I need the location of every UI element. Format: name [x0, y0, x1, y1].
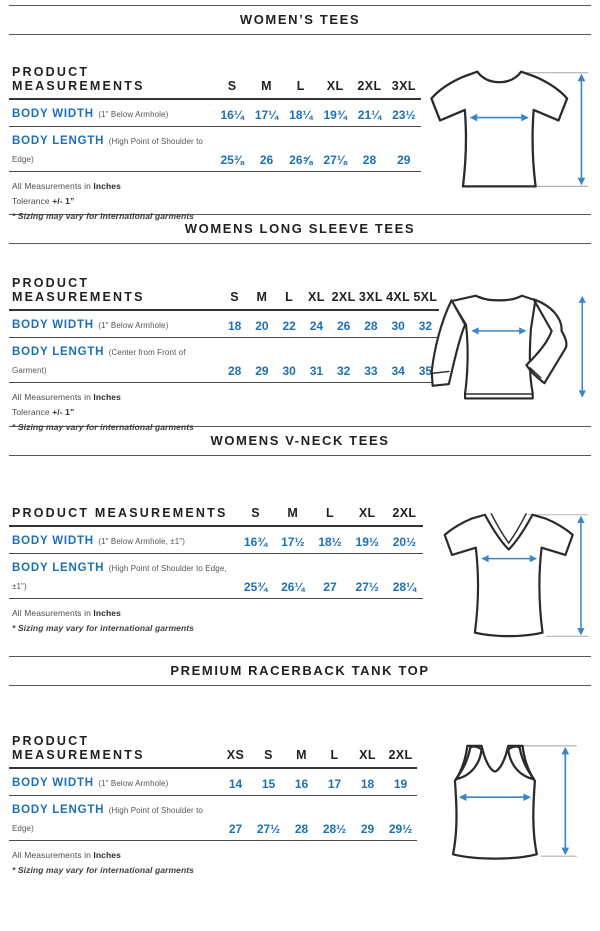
row-label: BODY LENGTH [12, 346, 105, 358]
measurement-value: 27 [323, 580, 337, 594]
section-womens-tees [0, 5, 600, 221]
measurement-value: 15 [261, 777, 276, 791]
table-row-body-width [9, 527, 423, 554]
size-header: S [251, 506, 260, 520]
units-note: All Measurements in Inches [12, 850, 121, 860]
measurement-value: 19 [393, 777, 408, 791]
size-header: M [287, 506, 299, 520]
table-header-row [9, 61, 421, 100]
tolerance-note: Tolerance +/- 1” [12, 195, 75, 206]
measurement-value: 16 [294, 777, 309, 791]
measurement-value: 28¼ [392, 580, 417, 594]
row-sublabel: (1" Below Armhole) [98, 779, 169, 788]
measurement-value: 35 [418, 364, 433, 378]
measurement-value: 16¼ [220, 108, 244, 122]
size-header: XS [226, 748, 245, 762]
measurement-value: 17 [327, 777, 342, 791]
measurement-value: 26⅝ [289, 153, 313, 167]
row-sublabel: (Center from Front of Garment) [12, 348, 186, 375]
measurement-value: 23½ [392, 108, 416, 122]
long-sleeve-torso-outline [452, 296, 536, 399]
measurement-value: 27½ [355, 580, 379, 594]
measurement-value: 32 [336, 364, 351, 378]
tee-outline [431, 72, 567, 187]
measurement-value: 32 [418, 319, 433, 333]
long-sleeve-tee-illustration [423, 284, 591, 412]
size-header: 2XL [357, 79, 382, 93]
measurement-value: 20½ [392, 535, 417, 549]
v-neck-tee-outline [445, 515, 573, 636]
measurement-value: 29 [360, 822, 375, 836]
body-length-arrow [562, 747, 570, 855]
racerback-tank-illustration [415, 740, 591, 864]
table-header-row [9, 272, 439, 311]
measurement-value: 17¼ [254, 108, 279, 122]
row-label: BODY WIDTH [12, 319, 94, 331]
measurements-table [9, 61, 421, 172]
measurement-value: 27 [228, 822, 243, 836]
size-header: 2XL [392, 506, 417, 520]
size-header: 3XL [358, 290, 383, 304]
measurement-value: 26¼ [281, 580, 305, 594]
measurement-value: 25⅜ [220, 153, 244, 167]
row-sublabel: (1" Below Armhole) [98, 110, 169, 119]
units-note: All Measurements in Inches [12, 181, 121, 191]
size-header: M [256, 290, 268, 304]
sizing-note: * Sizing may vary for international garments [12, 622, 195, 633]
measurement-value: 28½ [322, 822, 347, 836]
measurement-value: 29½ [388, 822, 413, 836]
measurement-value: 34 [391, 364, 405, 378]
row-sublabel: (High Point of Shoulder to Edge) [12, 137, 203, 164]
table-header-label: PRODUCT MEASUREMENTS [12, 734, 145, 762]
section-title-bar [9, 5, 591, 35]
short-sleeve-tee-illustration [419, 61, 591, 199]
size-chart-page [0, 5, 600, 931]
units-note: All Measurements in Inches [12, 392, 121, 402]
measurement-value: 29 [397, 153, 411, 167]
row-label: BODY LENGTH [12, 562, 105, 574]
size-header: XL [359, 748, 376, 762]
section-premium-racerback-tank-top [0, 656, 600, 895]
table-row-body-width [9, 769, 417, 796]
measurements-table [9, 730, 417, 841]
v-neck-tee-illustration [431, 504, 591, 648]
table-row-body-length [9, 796, 417, 841]
measurement-value: 18¼ [289, 108, 313, 122]
measurement-value: 20 [255, 319, 269, 333]
size-header: S [230, 290, 239, 304]
row-label: BODY LENGTH [12, 135, 105, 147]
measurement-value: 30 [391, 319, 405, 333]
measurement-value: 27½ [256, 822, 281, 836]
size-header-cells [237, 506, 423, 520]
size-header: S [227, 79, 237, 93]
measurement-value: 21¼ [357, 108, 382, 122]
measurement-value: 18 [360, 777, 375, 791]
row-label: BODY WIDTH [12, 535, 94, 547]
size-header: L [296, 79, 305, 93]
table-header-label: PRODUCT MEASUREMENTS [12, 506, 228, 520]
size-header: S [264, 748, 273, 762]
row-label: BODY LENGTH [12, 804, 105, 816]
table-row-body-width [9, 100, 421, 127]
measurement-value: 31 [309, 364, 324, 378]
measurement-value: 28 [362, 153, 377, 167]
table-header-row [9, 502, 423, 527]
table-header-row [9, 730, 417, 769]
section-title: WOMENS LONG SLEEVE TEES [184, 221, 416, 236]
measurement-value: 16¾ [243, 535, 268, 549]
table-row-body-length [9, 554, 423, 599]
size-header: XL [307, 290, 325, 304]
section-womens-long-sleeve-tees [0, 214, 600, 432]
size-header: 5XL [413, 290, 438, 304]
size-header: 2XL [388, 748, 413, 762]
row-sublabel: (1" Below Armhole) [98, 321, 169, 330]
body-length-arrow [577, 516, 584, 636]
size-header: L [285, 290, 294, 304]
size-header-cells [221, 290, 439, 304]
measurement-value: 19½ [355, 535, 379, 549]
size-header: L [330, 748, 339, 762]
size-header: XL [326, 79, 344, 93]
section-title-bar [9, 656, 591, 686]
measurement-value: 14 [228, 777, 243, 791]
row-label: BODY WIDTH [12, 108, 94, 120]
table-header-label: PRODUCT MEASUREMENTS [12, 276, 145, 304]
body-length-arrow [578, 74, 586, 186]
size-header: 3XL [391, 79, 416, 93]
size-header: 2XL [331, 290, 356, 304]
size-header: M [261, 79, 272, 93]
row-sublabel: (High Point of Shoulder to Edge, ±1") [12, 564, 227, 591]
measurements-table [9, 272, 439, 383]
units-note: All Measurements in Inches [12, 608, 121, 618]
table-header-label: PRODUCT MEASUREMENTS [12, 65, 145, 93]
size-header: XL [358, 506, 376, 520]
size-header-cells [219, 748, 417, 762]
row-label: BODY WIDTH [12, 777, 94, 789]
measurement-value: 25¾ [243, 580, 268, 594]
table-row-body-length [9, 127, 421, 172]
measurement-value: 22 [282, 319, 296, 333]
section-womens-v-neck-tees [0, 426, 600, 656]
measurement-value: 28 [294, 822, 309, 836]
table-row-body-width [9, 311, 439, 338]
size-header: M [296, 748, 307, 762]
measurement-value: 28 [364, 319, 378, 333]
measurement-value: 19¾ [323, 108, 347, 122]
row-sublabel: (High Point of Shoulder to Edge) [12, 806, 203, 833]
section-title: WOMENS V-NECK TEES [210, 433, 390, 448]
tolerance-note: Tolerance +/- 1” [12, 406, 75, 417]
measurement-value: 30 [282, 364, 296, 378]
measurement-value: 33 [364, 364, 378, 378]
size-header: L [325, 506, 335, 520]
measurement-value: 24 [309, 319, 324, 333]
sizing-note: * Sizing may vary for international garments [12, 864, 195, 875]
section-title: WOMEN’S TEES [239, 12, 361, 27]
size-header-cells [215, 79, 421, 93]
measurement-value: 29 [255, 364, 269, 378]
measurement-value: 17½ [281, 535, 305, 549]
section-title: PREMIUM RACERBACK TANK TOP [170, 663, 430, 678]
row-sublabel: (1" Below Armhole, ±1") [98, 537, 185, 546]
measurement-value: 28 [227, 364, 242, 378]
measurement-value: 26 [336, 319, 351, 333]
table-row-body-length [9, 338, 439, 383]
sizing-note: * Sizing may vary for international garments [12, 210, 195, 221]
measurements-table [9, 502, 423, 599]
body-length-arrow [579, 296, 586, 398]
measurement-value: 18½ [318, 535, 342, 549]
measurement-value: 26 [259, 153, 274, 167]
measurement-value: 18 [227, 319, 242, 333]
size-header: 4XL [386, 290, 411, 304]
sizing-note: * Sizing may vary for international garments [12, 421, 195, 432]
measurement-value: 27⅛ [323, 153, 347, 167]
